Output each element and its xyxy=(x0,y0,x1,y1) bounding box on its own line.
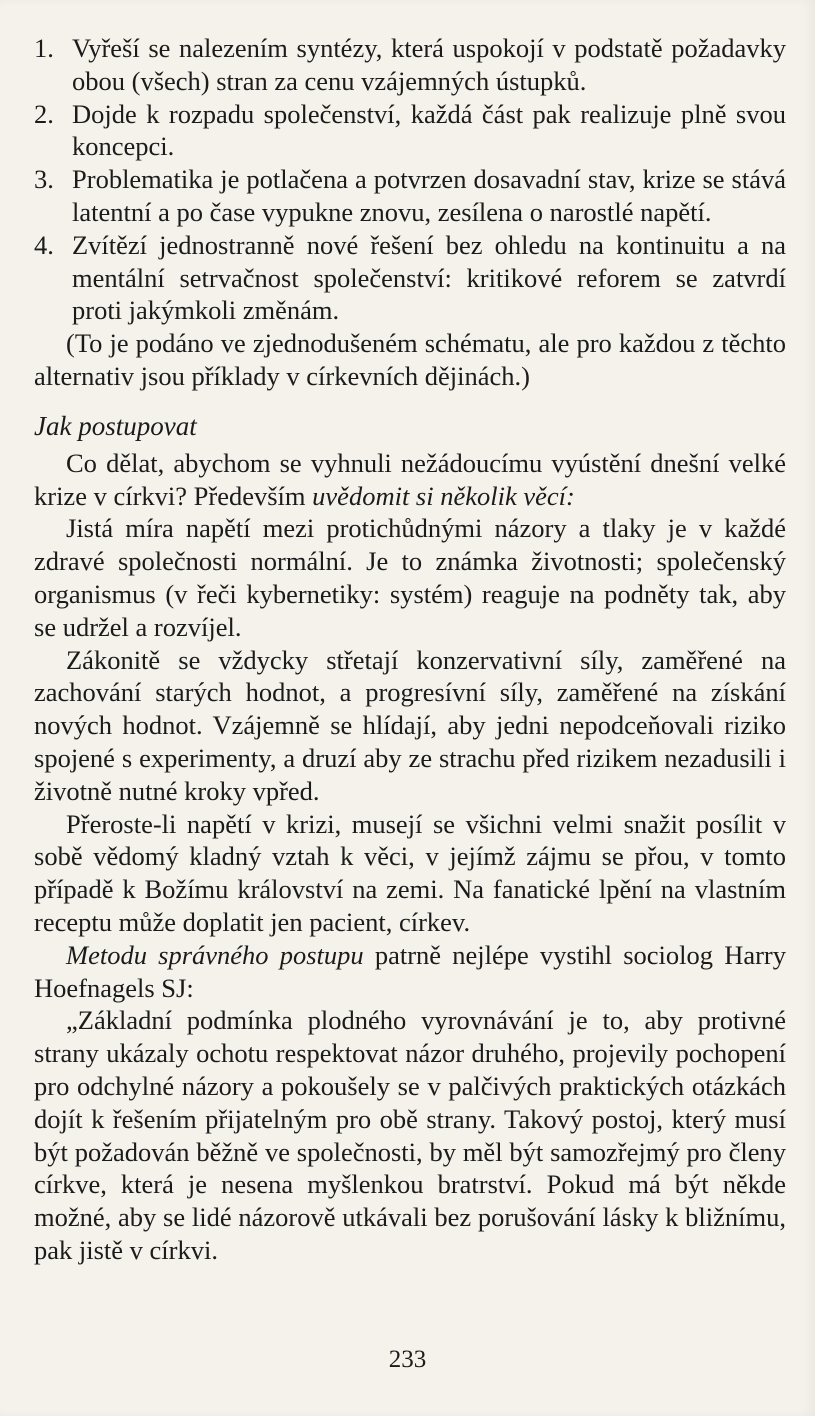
body-paragraph: Zákonitě se vždycky střetají konzervativní síly, zaměřené na zachování starých hodnot, a progresívní síly, zaměřené na získání nových hodnot. Vzájemně se hlídají, aby jedni nepodceňovali riziko spojené s experimenty, a druzí aby ze strachu před rizikem nezadusili i životně nutné kroky vpřed. xyxy=(34,644,786,806)
list-item-text: Vyřeší se nalezením syntézy, která uspokojí v podstatě požadavky obou (všech) stran za cenu vzájemných ústupků. xyxy=(72,33,786,96)
body-paragraph: Přeroste-li napětí v krizi, musejí se všichni velmi snažit posílit v sobě vědomý kladný vztah k věci, v jejímž zájmu se přou, v tomto případě k Božímu království na zemi. Na fanatické lpění na vlastním receptu může doplatit jen pacient, církev. xyxy=(34,808,786,937)
list-item-number: 2. xyxy=(34,98,54,129)
note-paragraph: (To je podáno ve zjednodušeném schématu, ale pro každou z těchto alternativ jsou příklady v církevních dějinách.) xyxy=(34,328,786,391)
page-body xyxy=(34,32,786,1267)
list-item-number: 3. xyxy=(34,164,54,195)
intro-emphasis: uvědomit si několik věcí: xyxy=(312,480,575,511)
page-number: 233 xyxy=(388,1346,427,1373)
list-item-number: 1. xyxy=(34,33,54,63)
method-emphasis: Metodu správného postupu xyxy=(66,939,364,970)
alternatives-list xyxy=(34,32,786,327)
list-item xyxy=(34,163,786,229)
intro-text: Co dělat, abychom se vyhnuli nežádoucímu vyústění dnešní velké krize v církvi? Především xyxy=(34,447,786,511)
list-item xyxy=(34,32,786,98)
section-heading: Jak postupovat xyxy=(34,410,197,441)
list-item-number: 4. xyxy=(34,229,54,260)
list-item xyxy=(34,98,786,164)
quote-paragraph: „Základní podmínka plodného vyrovnávání je to, aby protivné strany ukázaly ochotu respektovat názor druhého, projevily pochopení pro odchylné názory a pokoušely se v palčivých praktických otázkách dojít k řešením přijatelným pro obě strany. Takový postoj, který musí být požadován běžně ve společnosti, by měl být samozřejmý pro členy církve, která je nesena myšlenkou bratrství. Pokud má být někde možné, aby se lidé názorově utkávali bez porušování lásky k bližnímu, pak jistě v církvi. xyxy=(34,1005,786,1265)
body-paragraph: Jistá míra napětí mezi protichůdnými názory a tlaky je v každé zdravé společnosti normální. Je to známka životnosti; společenský organismus (v řeči kybernetiky: systém) reaguje na podněty tak, aby se udržel a rozvíjel. xyxy=(34,513,786,642)
list-item xyxy=(34,229,786,327)
list-item-text: Zvítězí jednostranně nové řešení bez ohledu na kontinuitu a na mentální setrvačnost společenství: kritikové reforem se zatvrdí proti jakýmkoli změnám. xyxy=(72,229,786,326)
method-text: patrně nejlépe vystihl sociolog Harry Hoefnagels SJ: xyxy=(34,939,786,1003)
intro-paragraph xyxy=(34,447,786,513)
method-paragraph xyxy=(34,939,786,1005)
list-item-text: Dojde k rozpadu společenství, každá část pak realizuje plně svou koncepci. xyxy=(72,98,786,162)
list-item-text: Problematika je potlačena a potvrzen dosavadní stav, krize se stává latentní a po čase vypukne znovu, zesílena o narostlé napětí. xyxy=(72,164,786,227)
